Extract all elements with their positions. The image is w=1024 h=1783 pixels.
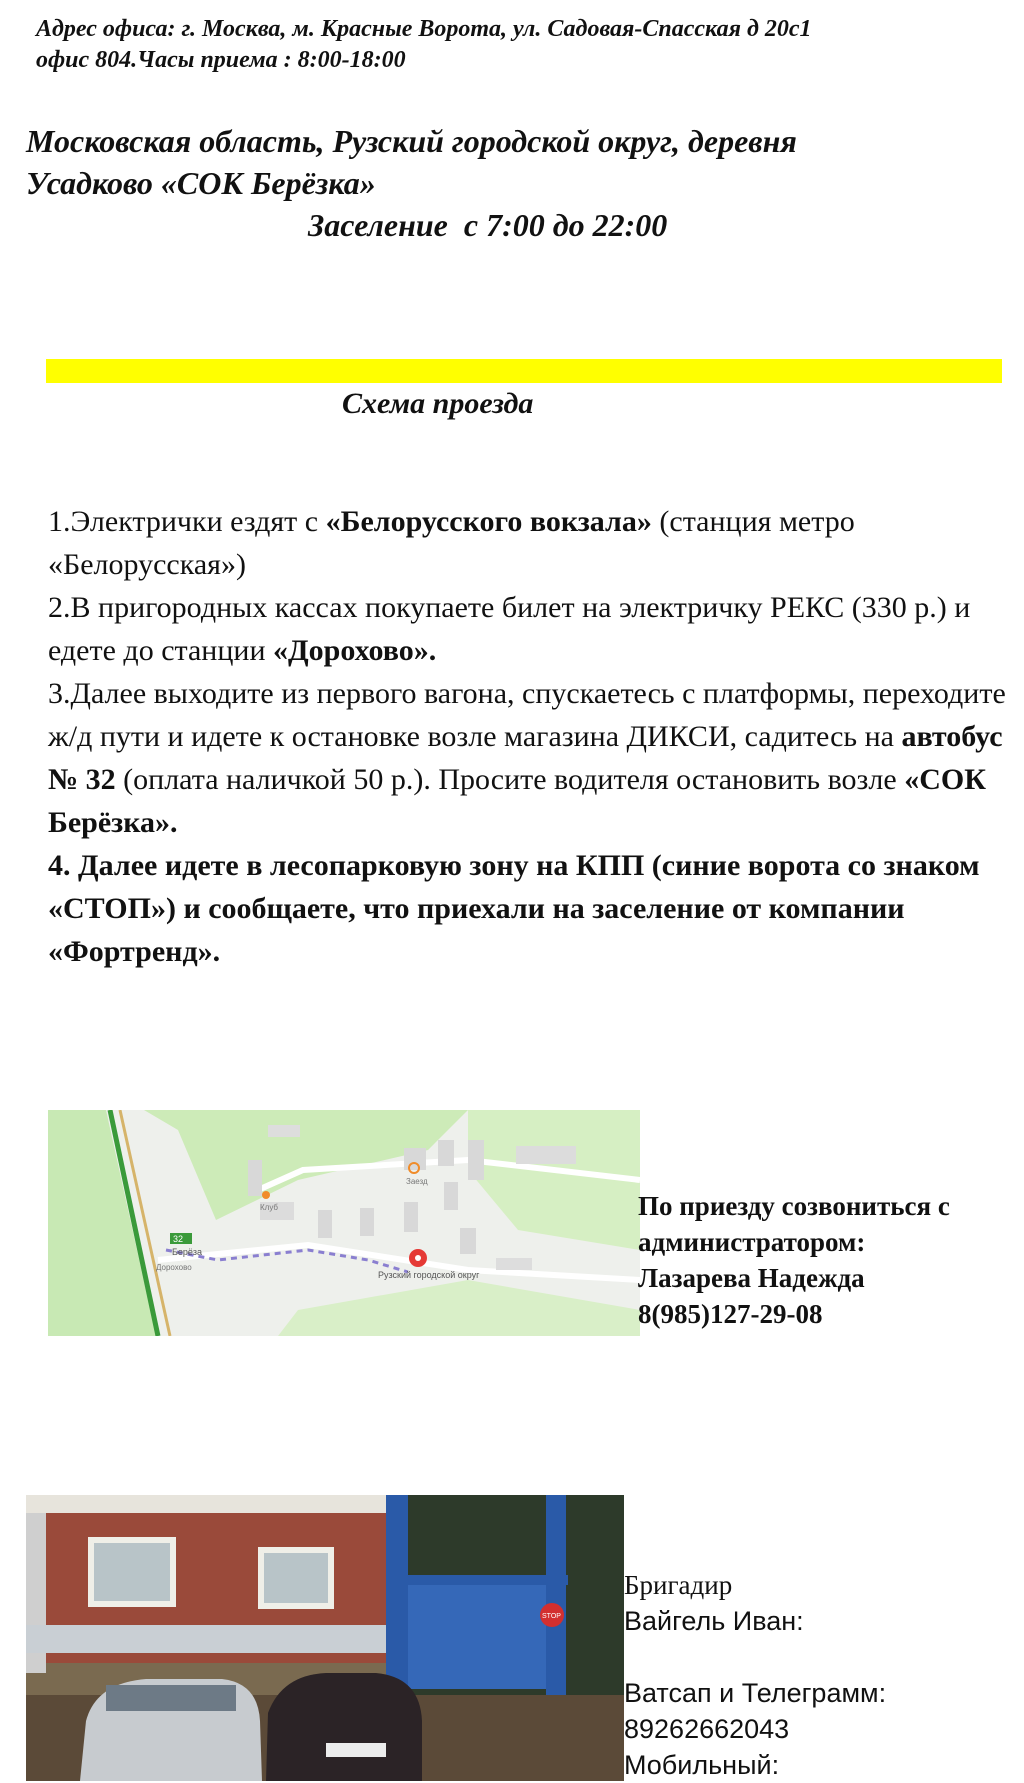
step-1-station: «Белорусского вокзала» [325,505,652,538]
location-line2: Усадково «СОК Берёзка» [26,165,376,201]
map-club-label: Клуб [260,1203,278,1212]
map-poi-club-icon [262,1191,270,1199]
photo-license-plate [326,1743,386,1757]
step-3-stop: «СОК Берёзка». [48,763,986,839]
step-3-text: 3.Далее выходите из первого вагона, спускаетесь с платформы, переходите ж/д пути и идете к остановке возле магазина ДИКСИ, садитесь на [48,677,1006,753]
entrance-photo [26,1495,624,1781]
highlight-bar [46,359,1002,383]
step-2-station: «Дорохово». [273,634,437,667]
step-3-bus: автобус № 32 [48,720,1003,796]
map-pin-dot [415,1255,421,1261]
map-building [444,1182,458,1210]
location-address [26,120,986,204]
brigadier-mobile-label: Мобильный: [624,1750,780,1780]
map-building [404,1202,418,1232]
photo-roof [26,1495,396,1513]
office-address-line1: Адрес офиса: г. Москва, м. Красные Ворота, ул. Садовая-Спасская д 20с1 [36,16,812,42]
brigadier-messengers-label: Ватсап и Телеграмм: [624,1678,887,1708]
map-orange-label: Заезд [406,1177,428,1186]
photo-car-window [106,1685,236,1711]
brigadier-role: Бригадир [624,1570,733,1600]
office-address [36,14,1006,76]
scheme-title: Схема проезда [342,387,534,420]
photo-stop-sign-text: STOP [542,1613,561,1620]
admin-line2: администратором: [638,1227,866,1257]
photo-blue-gate [408,1585,546,1689]
map-building [438,1140,454,1166]
photo-gate-post [386,1495,408,1701]
map-building [460,1228,476,1254]
map-building [318,1210,332,1238]
directions [48,500,1008,973]
map-stop-label-2: Дорохово [156,1263,192,1272]
photo-dark-car [266,1673,422,1781]
brigadier-messengers-phone: 89262662043 [624,1714,790,1744]
direction-step-4 [48,844,1008,973]
checkin-hours: Заселение с 7:00 до 22:00 [308,207,668,243]
direction-step-3 [48,672,1008,844]
direction-step-1 [48,500,1008,586]
map-bus-number: 32 [173,1234,184,1244]
entrance-photo-svg [26,1495,624,1781]
photo-window-glass [94,1543,170,1601]
step-1-metro: (станция метро «Белорусская») [48,505,855,581]
admin-contact [638,1188,1018,1332]
step-4-text: 4. Далее идете в лесопарковую зону на КПП (синие ворота со знаком «СТОП») и сообщаете, что приехали на заселение от компании «Фортренд». [48,849,980,968]
photo-fence [26,1625,396,1653]
map-center-label: Рузский городской округ [378,1270,480,1280]
route-map-svg [48,1110,640,1336]
direction-step-2 [48,586,1008,672]
admin-name: Лазарева Надежда [638,1263,865,1293]
map-building [468,1140,484,1180]
brigadier-gap [624,1639,1024,1675]
brigadier-contact [624,1567,1024,1783]
location-line1: Московская область, Рузский городской округ, деревня [26,123,797,159]
map-building [268,1125,300,1137]
brigadier-name: Вайгель Иван: [624,1606,804,1636]
route-map [48,1110,640,1336]
step-2-text: 2.В пригородных кассах покупаете билет на электричку РЕКС (330 р.) и едете до станции [48,591,971,667]
office-address-line2: офис 804.Часы приема : 8:00-18:00 [36,47,406,73]
map-building [360,1208,374,1236]
map-building [496,1258,532,1270]
photo-gate-post [546,1495,566,1701]
admin-phone: 8(985)127-29-08 [638,1299,823,1329]
map-building [248,1160,262,1196]
admin-line1: По приезду созвониться с [638,1191,950,1221]
map-building [516,1146,576,1164]
map-building [404,1148,426,1170]
step-1-text: 1.Электрички ездят с [48,505,326,538]
photo-gate-bar [408,1575,568,1585]
photo-window-glass [264,1553,328,1603]
step-3-payment: (оплата наличкой 50 р.). Просите водителя остановить возле [115,763,905,796]
map-stop-label: Берёза [172,1247,203,1257]
